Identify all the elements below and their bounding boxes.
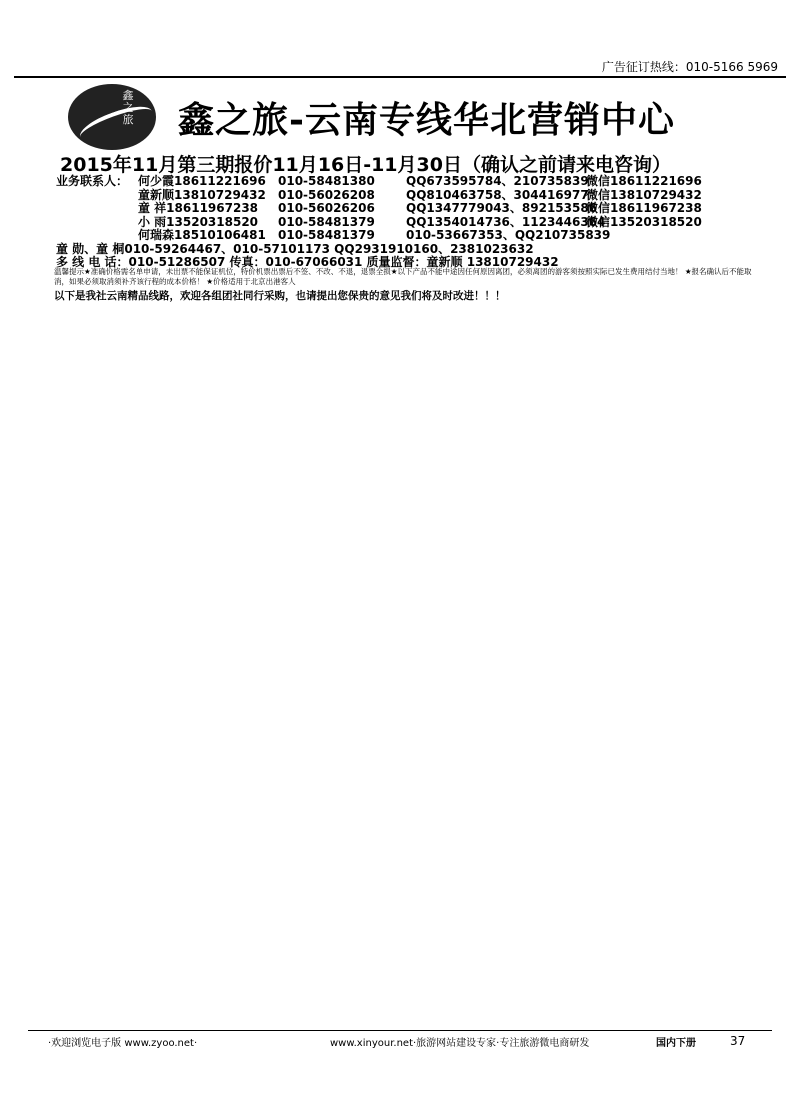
top-rule	[14, 76, 786, 78]
contact-phone: 010-56026206	[278, 201, 375, 215]
contact-qq: QQ1354014736、1123446364	[406, 214, 606, 229]
notice-text: 温馨提示★准确价格需名单申请，未出票不能保证机位，特价机票出票后不签、不改、不退，退票全损★以下产品不能中途因任何原因离团，必须离团的游客须按照实际已发生费用结付当地！ ★报名确认后不能取消，如果必须取消须补齐该行程的成本价格！ ★价格适用于北京出港客人	[54, 267, 752, 286]
contact-wechat: 微信13810729432	[586, 187, 702, 202]
contact-label: 业务联系人：	[56, 174, 129, 188]
ad-hotline: 广告征订热线：010-5166 5969	[601, 60, 778, 74]
contact-wechat: 微信18611221696	[586, 174, 702, 188]
contact-wechat: 微信13520318520	[586, 214, 702, 229]
brand-title: 鑫之旅-云南专线华北营销中心	[178, 99, 675, 141]
contact-extra: 多 线 电 话：010-51286507 传真：010-67066031 质量监督：童新顺 13810729432	[56, 255, 559, 269]
contact-qq: QQ673595784、210735839	[406, 174, 589, 188]
contact-qq: QQ1347779043、892153586	[406, 201, 598, 215]
contact-phone: 010-58481380	[278, 174, 375, 188]
footer-section: 国内下册	[656, 1038, 696, 1049]
contact-wechat: 微信18611967238	[586, 201, 702, 215]
contact-row	[56, 216, 702, 230]
contact-name: 童 祥18611967238	[138, 201, 259, 215]
footer-rule	[28, 1030, 772, 1031]
intro-text: 以下是我社云南精品线路，欢迎各组团社同行采购，也请提出您保贵的意见我们将及时改进！！！	[54, 290, 506, 302]
contact-row	[56, 175, 702, 189]
contact-row	[56, 202, 702, 216]
page-number: 37	[730, 1034, 746, 1048]
contact-phone: 010-56026208	[278, 187, 375, 202]
contact-name: 何少霞18611221696	[138, 174, 266, 188]
contact-block	[56, 175, 702, 270]
contact-phone: 010-58481379	[278, 228, 375, 242]
contact-qq: 010-53667353、QQ210735839	[406, 228, 611, 242]
contact-phone: 010-58481379	[278, 214, 375, 229]
footer-left: ·欢迎浏览电子版 www.zyoo.net·	[48, 1038, 198, 1049]
logo-text: 鑫之旅	[122, 89, 134, 126]
footer-middle: www.xinyour.net·旅游网站建设专家·专注旅游微电商研发	[330, 1038, 590, 1049]
contact-name: 何瑞森18510106481	[138, 228, 266, 242]
contact-row	[56, 229, 702, 243]
contact-name: 童新顺13810729432	[138, 187, 266, 202]
contact-name: 小 雨13520318520	[138, 214, 259, 229]
contact-qq: QQ810463758、304416977	[406, 187, 589, 202]
contact-extra: 童 勋、童 桐010-59264467、010-57101173 QQ2931910160、2381023632	[56, 241, 534, 256]
period-headline: 2015年11月第三期报价11月16日-11月30日（确认之前请来电咨询）	[60, 154, 671, 176]
contact-row	[56, 189, 702, 203]
